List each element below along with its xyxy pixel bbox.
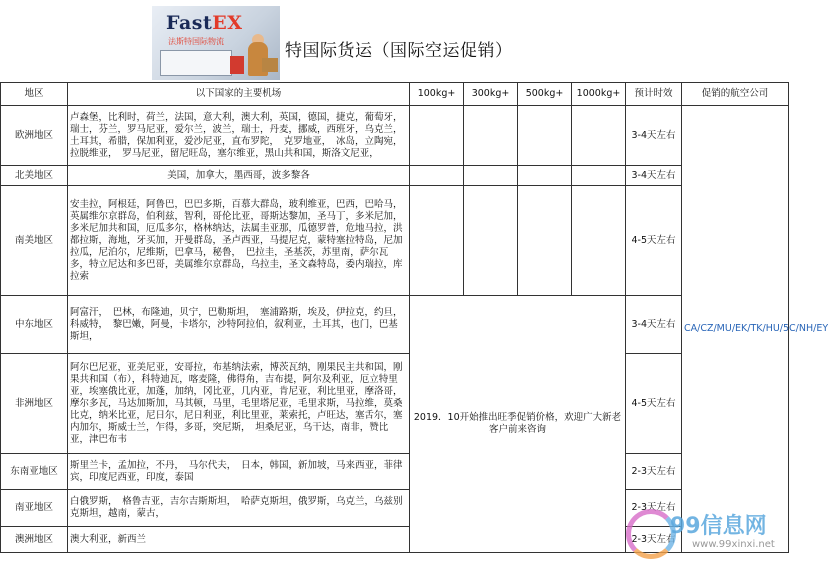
price-500kg-cell (518, 186, 572, 296)
col-header-500kg: 500kg+ (518, 83, 572, 106)
logo-brand-main: Fast (166, 12, 213, 34)
company-logo (152, 6, 280, 80)
truck-illustration (160, 50, 232, 76)
region-cell: 欧洲地区 (1, 106, 68, 166)
header-row (1, 83, 789, 106)
site-watermark (624, 503, 800, 563)
table-row (1, 106, 789, 166)
eta-cell: 2-3天左右 (626, 527, 682, 553)
table-row (1, 296, 789, 354)
countries-cell: 安圭拉，阿根廷，阿鲁巴，巴巴多斯，百慕大群岛，玻利维亚，巴西，巴哈马，英属维尔京群岛，伯利兹，智利，哥伦比亚，哥斯达黎加，圣马丁，多米尼加，多米尼加共和国，厄瓜多尔，格林纳达，法属圭亚那，瓜德罗普，危地马拉，洪都拉斯，海地，牙买加，开曼群岛，圣卢西亚，马提尼克，蒙特塞拉特岛，尼加拉瓜，尼泊尔，尼维斯，巴拿马，秘鲁， 巴拉圭，圣基茨，苏里南，萨尔瓦多，特立尼达和多巴哥，美属维尔京群岛，乌拉圭，圣文森特岛，委内瑞拉，库拉索 (68, 186, 410, 296)
price-300kg-cell (464, 166, 518, 186)
promo-message: 2019．10开始推出旺季促销价格，欢迎广大新老客户前来咨询 (410, 296, 626, 553)
region-cell: 北美地区 (1, 166, 68, 186)
eta-cell: 3-4天左右 (626, 296, 682, 354)
table-row (1, 186, 789, 296)
countries-cell: 澳大利亚，新西兰 (68, 527, 410, 553)
price-500kg-cell (518, 166, 572, 186)
region-cell: 东南亚地区 (1, 454, 68, 490)
price-100kg-cell (410, 166, 464, 186)
watermark-swirl-icon (626, 509, 676, 559)
col-header-eta: 预计时效 (626, 83, 682, 106)
logo-subtitle: 法斯特国际物流 (168, 37, 224, 46)
watermark-brand: 99信息网 (670, 514, 767, 539)
region-cell: 澳洲地区 (1, 527, 68, 553)
region-cell: 中东地区 (1, 296, 68, 354)
eta-cell: 2-3天左右 (626, 490, 682, 527)
watermark-url: www.99xinxi.net (692, 539, 775, 550)
region-cell: 南美地区 (1, 186, 68, 296)
col-header-airlines: 促销的航空公司 (682, 83, 789, 106)
col-header-airports: 以下国家的主要机场 (68, 83, 410, 106)
table-row (1, 454, 789, 490)
price-1000kg-cell (572, 186, 626, 296)
countries-cell: 斯里兰卡，孟加拉，不丹， 马尔代夫， 日本，韩国，新加坡，马来西亚，菲律宾，印度尼西亚，印度，泰国 (68, 454, 410, 490)
table-row (1, 166, 789, 186)
eta-cell: 4-5天左右 (626, 186, 682, 296)
rates-table (0, 82, 828, 553)
countries-cell: 阿尔巴尼亚，亚美尼亚，安哥拉，布基纳法索，博茨瓦纳，刚果民主共和国，刚果共和国（布），科特迪瓦，喀麦隆，佛得角，吉布提，阿尔及利亚，厄立特里亚，埃塞俄比亚，加蓬，加纳，冈比亚，几内亚，肯尼亚，利比里亚，摩洛哥，摩尔多瓦，马达加斯加，马其顿，马里，毛里塔尼亚，毛里求斯，马拉维，莫桑比克，纳米比亚，尼日尔，尼日利亚，利比里亚，莱索托，卢旺达，塞舌尔，塞内加尔，斯威士兰，乍得，多哥，突尼斯， 坦桑尼亚，乌干达，南非，赞比亚，津巴布韦 (68, 354, 410, 454)
price-100kg-cell (410, 186, 464, 296)
airlines-cell: CA/CZ/MU/EK/TK/HU/5C/NH/EY (682, 106, 789, 553)
countries-cell: 白俄罗斯， 格鲁吉亚，吉尔吉斯斯坦， 哈萨克斯坦，俄罗斯，乌克兰，乌兹别克斯坦，越南，蒙古， (68, 490, 410, 527)
logo-brand (166, 12, 242, 34)
price-500kg-cell (518, 106, 572, 166)
header (0, 0, 800, 82)
col-header-1000kg: 1000kg+ (572, 83, 626, 106)
eta-cell: 2-3天左右 (626, 454, 682, 490)
region-cell: 非洲地区 (1, 354, 68, 454)
col-header-300kg: 300kg+ (464, 83, 518, 106)
countries-cell: 美国，加拿大，墨西哥，波多黎各 (68, 166, 410, 186)
price-300kg-cell (464, 106, 518, 166)
price-1000kg-cell (572, 166, 626, 186)
price-100kg-cell (410, 106, 464, 166)
logo-brand-accent: EX (212, 12, 243, 34)
eta-cell: 3-4天左右 (626, 106, 682, 166)
truck-cab-illustration (230, 56, 244, 74)
parcel-illustration (262, 58, 278, 72)
col-header-100kg: 100kg+ (410, 83, 464, 106)
eta-cell: 3-4天左右 (626, 166, 682, 186)
eta-cell: 4-5天左右 (626, 354, 682, 454)
price-300kg-cell (464, 186, 518, 296)
col-header-region: 地区 (1, 83, 68, 106)
countries-cell: 阿富汗， 巴林，布隆迪，贝宁，巴勒斯坦， 塞浦路斯，埃及，伊拉克，约旦，科威特， 黎巴嫩，阿曼，卡塔尔，沙特阿拉伯，叙利亚，土耳其，也门，巴基斯坦， (68, 296, 410, 354)
table-row (1, 354, 789, 454)
countries-cell: 卢森堡，比利时，荷兰，法国，意大利，澳大利，英国，德国，捷克，葡萄牙，瑞士，芬兰，罗马尼亚，爱尔兰，波兰，瑞士，丹麦，挪威，西班牙，乌克兰，土耳其，希腊，保加利亚，爱沙尼亚，直布罗陀， 克罗地亚， 冰岛，立陶宛，拉脱维亚， 罗马尼亚，留尼旺岛，塞尔维亚，黑山共和国，斯洛文尼亚， (68, 106, 410, 166)
region-cell: 南亚地区 (1, 490, 68, 527)
page-title: 特国际货运（国际空运促销） (285, 41, 513, 61)
price-1000kg-cell (572, 106, 626, 166)
